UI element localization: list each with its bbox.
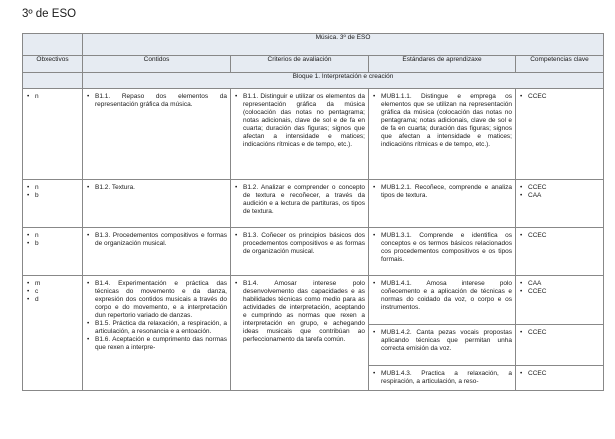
competence-item: • CAA (519, 192, 600, 200)
competence-item: • CCEC (519, 93, 600, 101)
contents-cell (83, 276, 231, 391)
table-row (23, 228, 604, 276)
content-item: • B1.6. Aceptación e cumprimento das normas que rexen a interpre- (86, 336, 227, 352)
header-criteria: Criterios de avaliación (231, 56, 369, 73)
objective-item: • b (26, 192, 79, 200)
standards-cell (369, 276, 516, 391)
competence-item: • CAA (519, 280, 600, 288)
header-standards: Estándares de aprendizaxe (369, 56, 516, 73)
table-row (23, 89, 604, 180)
curriculum-table (22, 33, 604, 391)
content-item: • B1.4. Experimentación e práctica das técnicas do movemento e da danza, expresión dos contidos musicais a través do corpo e do movemento, e a interpretación dun repertorio variado de danzas. (86, 280, 227, 320)
competence-item: • CCEC (519, 232, 600, 240)
criteria-item: • B1.3. Coñecer os principios básicos dos procedementos compositivos e as formas de organización musical. (234, 232, 365, 256)
competence-item: • CCEC (519, 329, 600, 337)
criteria-cell (231, 89, 369, 180)
header-contents: Contidos (83, 56, 231, 73)
corner-header-cell (23, 34, 83, 56)
competences-cell (516, 228, 604, 276)
block-title: Bloque 1. Interpretación e creación (83, 73, 604, 89)
competences-cell (516, 180, 604, 228)
standard-item: • MUB1.4.2. Canta pezas vocais propostas aplicando técnicas que permitan unha correcta emisión da voz. (372, 329, 512, 353)
competences-cell (516, 89, 604, 180)
table-row (23, 276, 604, 391)
objective-item: • n (26, 232, 79, 240)
standard-item: • MUB1.4.3. Practica a relaxación, a respiración, a articulación, a reso- (372, 370, 512, 386)
objective-item: • d (26, 296, 79, 304)
standards-cell (369, 89, 516, 180)
objective-item: • n (26, 93, 79, 101)
objective-item: • b (26, 240, 79, 248)
criteria-cell (231, 228, 369, 276)
criteria-item: • B1.1. Distinguir e utilizar os elementos da representación gráfica da música (colocación das notas no pentagrama; notas adicionais, clave de sol e de fa en cuarta; duración das figuras; signos que afectan a intensidade e matices; indicacións rítmicas e de tempo, etc.). (234, 93, 365, 149)
criteria-item: • B1.4. Amosar interese polo desenvolvemento das capacidades e as habilidades técnicas como medio para as actividades de interpretación, aceptando e cumprindo as normas que rexen a interpretación en grupo, e achegando ideas musicais que contribúan ao perfeccionamento da tarefa común. (234, 280, 365, 344)
contents-cell (83, 89, 231, 180)
competences-cell (516, 276, 604, 391)
page-title: 3º de ESO (22, 8, 77, 20)
objective-item: • n (26, 184, 79, 192)
objectives-cell (23, 180, 83, 228)
criteria-cell (231, 276, 369, 391)
objectives-cell (23, 228, 83, 276)
content-item: • B1.2. Textura. (86, 184, 227, 192)
standard-item: • MUB1.2.1. Recoñece, comprende e analiza tipos de textura. (372, 184, 512, 200)
table-row (23, 180, 604, 228)
subject-header: Música. 3º de ESO (83, 34, 604, 56)
objective-item: • m (26, 280, 79, 288)
block-blank-cell (23, 73, 83, 89)
objectives-cell (23, 276, 83, 391)
standard-item: • MUB1.3.1. Comprende e identifica os conceptos e os termos básicos relacionados cos procedementos compositivos e os tipos formais. (372, 232, 512, 264)
standard-item: • MUB1.1.1. Distingue e emprega os elementos que se utilizan na representación gráfica da música (colocación das notas no pentagrama; notas adicionais, clave de sol e de fa en cuarta; duración das figuras; signos que afectan a intensidade e matices; indicacións rítmicas e de tempo, etc.). (372, 93, 512, 149)
criteria-cell (231, 180, 369, 228)
standard-item: • MUB1.4.1. Amosa interese polo coñecemento e a aplicación de técnicas e normas do coidado da voz, o corpo e os instrumentos. (372, 280, 512, 312)
competence-item: • CCEC (519, 184, 600, 192)
contents-cell (83, 180, 231, 228)
competence-item: • CCEC (519, 288, 600, 296)
contents-cell (83, 228, 231, 276)
competence-item: • CCEC (519, 370, 600, 378)
standards-cell (369, 228, 516, 276)
content-item: • B1.5. Práctica da relaxación, a respiración, a articulación, a resonancia e a entoación. (86, 320, 227, 336)
content-item: • B1.1. Repaso dos elementos da representación gráfica da música. (86, 93, 227, 109)
content-item: • B1.3. Procedementos compositivos e formas de organización musical. (86, 232, 227, 248)
header-competences: Competencias clave (516, 56, 604, 73)
objectives-cell (23, 89, 83, 180)
criteria-item: • B1.2. Analizar e comprender o concepto de textura e recoñecer, a través da audición e a lectura de partituras, os tipos de textura. (234, 184, 365, 216)
header-objectives: Obxectivos (23, 56, 83, 73)
standards-cell (369, 180, 516, 228)
objective-item: • c (26, 288, 79, 296)
